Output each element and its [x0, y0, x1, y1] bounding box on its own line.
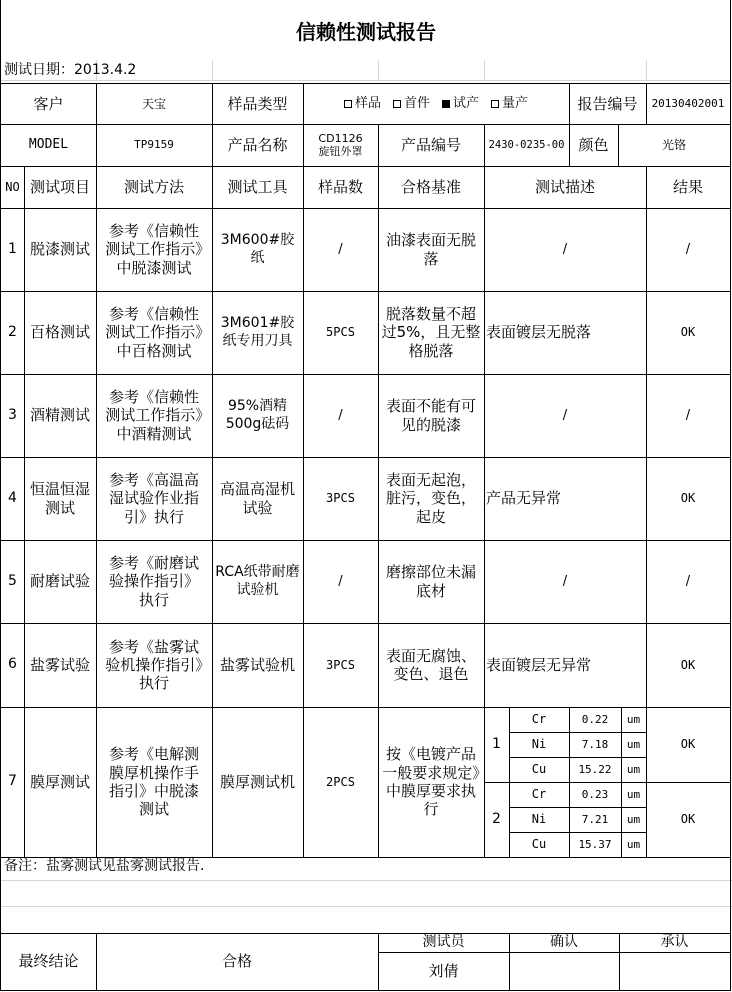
row-desc: / — [562, 241, 568, 257]
approve-value — [619, 952, 730, 990]
remark: 备注：盐雾测试见盐雾测试报告. — [4, 858, 205, 875]
layer-element: Cu — [531, 762, 547, 777]
col-qty: 样品数 — [317, 177, 363, 196]
row-desc: 表面镀层无异常 — [486, 655, 592, 674]
layer-unit: um — [626, 762, 641, 776]
layer-value: 0.23 — [581, 787, 609, 801]
layer-value: 15.22 — [578, 762, 612, 776]
model-label: MODEL — [28, 137, 69, 153]
conclusion-label: 最终结论 — [18, 952, 79, 971]
thickness-sample-no: 2 — [492, 810, 501, 827]
row-criteria: 油漆表面无脱落 — [385, 231, 476, 268]
thickness-result: OK — [680, 812, 696, 827]
color-label: 颜色 — [578, 135, 609, 154]
row-result: / — [685, 573, 691, 589]
checkbox-icon — [491, 100, 499, 108]
layer-element: Cr — [531, 712, 547, 727]
layer-value: 0.22 — [581, 712, 609, 726]
product-name-value: CD1126 旋钮外罩 — [318, 131, 363, 158]
tester-value: 刘倩 — [428, 961, 459, 980]
layer-element: Ni — [531, 812, 547, 827]
row-qty: 3PCS — [326, 491, 355, 506]
row-result: / — [685, 241, 691, 257]
row-tool: 盐雾试验机 — [219, 655, 295, 674]
test-date: 测试日期：2013.4.2 — [4, 62, 137, 79]
tester-label: 测试员 — [422, 933, 465, 950]
color-value: 光铬 — [661, 137, 686, 152]
col-tool: 测试工具 — [227, 177, 288, 196]
checkbox-icon — [344, 100, 352, 108]
row-result: OK — [680, 657, 696, 672]
row-no: 7 — [8, 773, 17, 790]
row-item: 耐磨试验 — [29, 572, 90, 591]
layer-unit: um — [626, 812, 641, 826]
layer-element: Cr — [531, 787, 547, 802]
sample-type-option[interactable]: 样品 — [344, 96, 381, 112]
row-tool: 高温高湿机试验 — [219, 480, 295, 517]
row-method: 参考《信赖性测试工作指示》中百格测试 — [105, 305, 203, 360]
row-desc: 表面镀层无脱落 — [486, 323, 592, 342]
row-criteria: 按《电镀产品一般要求规定》中膜厚要求执行 — [382, 745, 480, 819]
row-no: 1 — [8, 240, 17, 257]
row-item: 百格测试 — [29, 323, 90, 342]
conclusion-value: 合格 — [221, 952, 252, 971]
layer-element: Ni — [531, 737, 547, 752]
layer-unit: um — [626, 712, 641, 726]
row-desc: 产品无异常 — [486, 489, 562, 508]
customer-label: 客户 — [33, 94, 64, 113]
report-no-label: 报告编号 — [577, 94, 638, 113]
row-result: OK — [680, 491, 696, 506]
report-no-value: 20130402001 — [651, 97, 725, 111]
col-item: 测试项目 — [29, 177, 90, 196]
sample-type-label: 样品类型 — [227, 94, 288, 113]
row-method: 参考《耐磨试验操作指引》执行 — [108, 554, 199, 609]
layer-unit: um — [626, 837, 641, 851]
layer-value: 7.18 — [581, 737, 609, 751]
row-no: 4 — [8, 489, 17, 506]
col-criteria: 合格基准 — [400, 177, 461, 196]
checkbox-icon — [393, 100, 401, 108]
layer-unit: um — [626, 737, 641, 751]
row-no: 3 — [8, 406, 17, 423]
confirm-label: 确认 — [550, 933, 578, 950]
row-method: 参考《信赖性测试工作指示》中酒精测试 — [105, 388, 203, 443]
row-criteria: 表面无腐蚀、变色、退色 — [385, 646, 476, 683]
customer-value: 天宝 — [141, 96, 166, 111]
row-criteria: 脱落数量不超过5%，且无整格脱落 — [381, 305, 481, 360]
layer-unit: um — [626, 787, 641, 801]
layer-value: 15.37 — [578, 837, 612, 851]
row-method: 参考《信赖性测试工作指示》中脱漆测试 — [105, 222, 203, 277]
product-name-label: 产品名称 — [227, 135, 288, 154]
row-qty: 2PCS — [326, 774, 355, 789]
row-qty: / — [338, 241, 343, 257]
row-method: 参考《高温高湿试验作业指引》执行 — [108, 471, 199, 526]
row-no: 2 — [8, 323, 17, 340]
row-method: 参考《盐雾试验机操作指引》执行 — [105, 637, 203, 693]
first-article-option[interactable]: 首件 — [393, 96, 430, 112]
row-qty: 3PCS — [326, 657, 355, 672]
row-result: / — [685, 407, 691, 423]
row-desc: / — [562, 407, 568, 423]
row-result: OK — [680, 325, 696, 340]
thickness-sample-no: 1 — [492, 735, 501, 752]
row-no: 6 — [8, 656, 17, 673]
layer-value: 7.21 — [581, 812, 609, 826]
row-criteria: 表面无起泡，脏污，变色，起皮 — [385, 471, 476, 526]
col-result: 结果 — [672, 177, 703, 196]
row-criteria: 磨擦部位未漏底材 — [385, 563, 476, 600]
row-tool: 3M600#胶纸 — [220, 232, 295, 266]
model-value: TP9159 — [134, 138, 174, 152]
row-tool: 95%酒精500g砝码 — [225, 398, 290, 432]
layer-element: Cu — [531, 837, 547, 852]
report-title: 信赖性测试报告 — [296, 19, 436, 44]
row-qty: / — [338, 573, 343, 589]
row-method: 参考《电解测膜厚机操作手指引》中脱漆测试 — [108, 745, 199, 819]
row-no: 5 — [8, 572, 17, 589]
confirm-value — [509, 952, 619, 990]
mass-production-option[interactable]: 量产 — [491, 96, 528, 112]
row-item: 脱漆测试 — [29, 240, 90, 259]
approve-label: 承认 — [660, 933, 689, 950]
row-item: 盐雾试验 — [29, 655, 90, 674]
sample-type-options — [303, 84, 569, 124]
thickness-result: OK — [680, 737, 696, 752]
checkbox-checked-icon — [442, 100, 450, 108]
row-item: 膜厚测试 — [29, 772, 90, 791]
col-desc: 测试描述 — [534, 177, 595, 196]
row-tool: RCA纸带耐磨试验机 — [215, 564, 300, 598]
product-no-value: 2430-0235-00 — [488, 138, 565, 151]
row-tool: 3M601#胶纸专用刀具 — [220, 315, 295, 349]
row-qty: / — [338, 407, 343, 423]
row-item: 酒精测试 — [29, 406, 90, 425]
trial-production-option[interactable]: 试产 — [442, 96, 479, 112]
row-item: 恒温恒湿测试 — [29, 480, 90, 517]
col-no: NO — [5, 179, 20, 194]
row-desc: / — [562, 573, 568, 589]
row-qty: 5PCS — [326, 325, 355, 340]
row-tool: 膜厚测试机 — [219, 772, 295, 791]
row-criteria: 表面不能有可见的脱漆 — [385, 397, 476, 434]
col-method: 测试方法 — [123, 177, 184, 196]
product-no-label: 产品编号 — [400, 135, 461, 154]
